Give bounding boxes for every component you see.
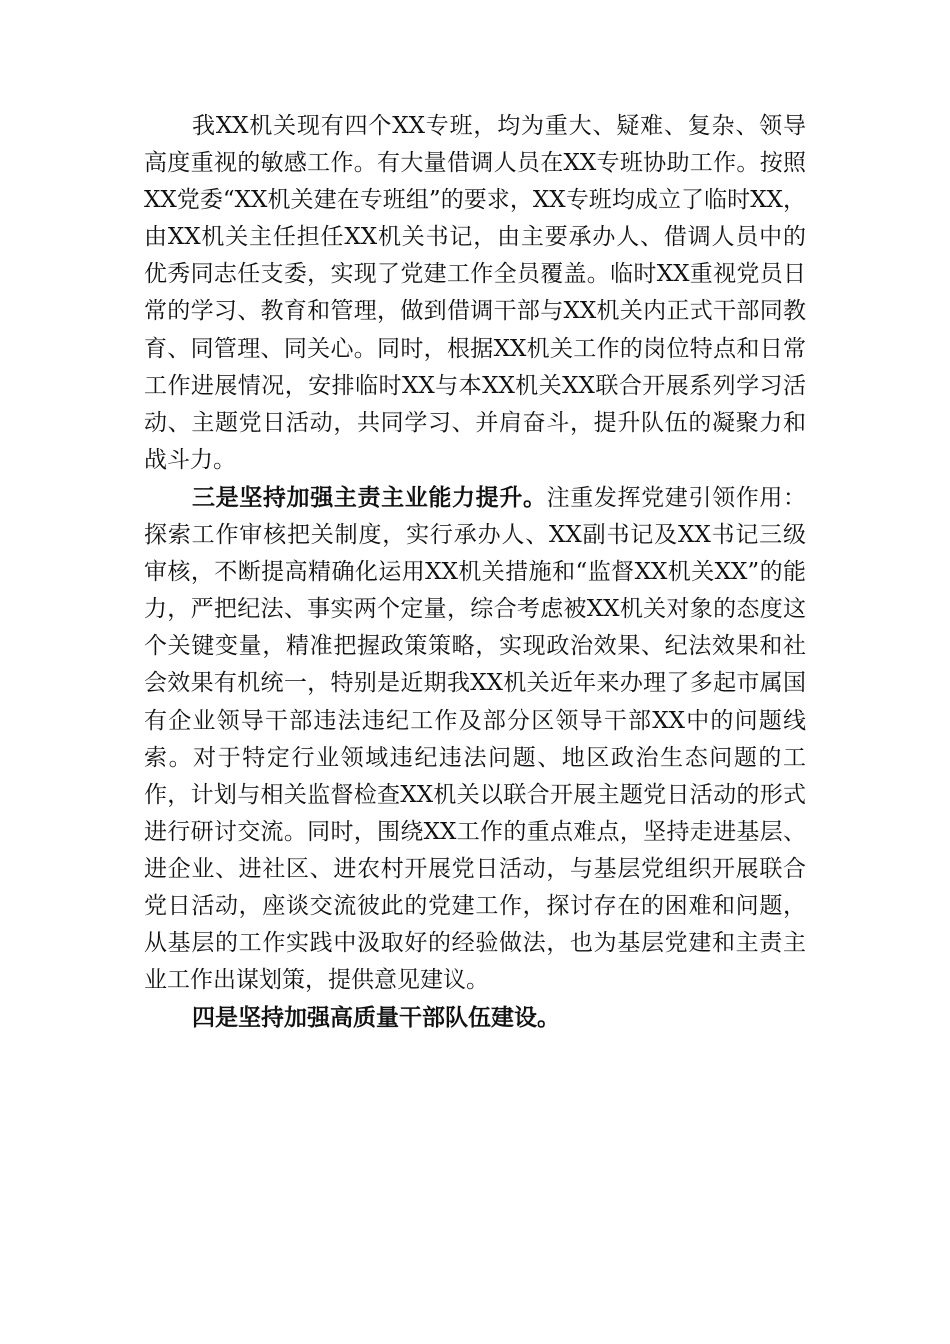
paragraph-core-duty-capability [144,479,806,999]
paragraph-text: 我XX机关现有四个XX专班，均为重大、疑难、复杂、领导高度重视的敏感工作。有大量借调人员在XX专班协助工作。按照XX党委“XX机关建在专班组”的要求，XX专班均成立了临时XX，由XX机关主任担任XX机关书记，由主要承办人、借调人员中的优秀同志任支委，实现了党建工作全员覆盖。临时XX重视党员日常的学习、教育和管理，做到借调干部与XX机关内正式干部同教育、同管理、同关心。同时，根据XX机关工作的岗位特点和日常工作进展情况，安排临时XX与本XX机关XX联合开展系列学习活动、主题党日活动，共同学习、并肩奋斗，提升队伍的凝聚力和战斗力。 [144,113,806,473]
paragraph-cadre-team-building [144,999,806,1037]
section-heading-three: 三是坚持加强主责主业能力提升。 [192,483,547,511]
paragraph-text: 注重发挥党建引领作用：探索工作审核把关制度，实行承办人、XX副书记及XX书记三级审核，不断提高精确化运用XX机关措施和“监督XX机关XX”的能力，严把纪法、事实两个定量，综合考虑被XX机关对象的态度这个关键变量，精准把握政策策略，实现政治效果、纪法效果和社会效果有机统一，特别是近期我XX机关近年来办理了多起市属国有企业领导干部违法违纪工作及部分区领导干部XX中的问题线索。对于特定行业领域违纪违法问题、地区政治生态问题的工作，计划与相关监督检查XX机关以联合开展主题党日活动的形式进行研讨交流。同时，围绕XX工作的重点难点，坚持走进基层、进企业、进社区、进农村开展党日活动，与基层党组织开展联合党日活动，座谈交流彼此的党建工作，探讨存在的困难和问题，从基层的工作实践中汲取好的经验做法，也为基层党建和主责主业工作出谋划策，提供意见建议。 [144,484,807,994]
document-body [144,108,806,1037]
section-heading-four: 四是坚持加强高质量干部队伍建设。 [192,1004,560,1032]
paragraph-party-branch-coverage [144,108,806,479]
